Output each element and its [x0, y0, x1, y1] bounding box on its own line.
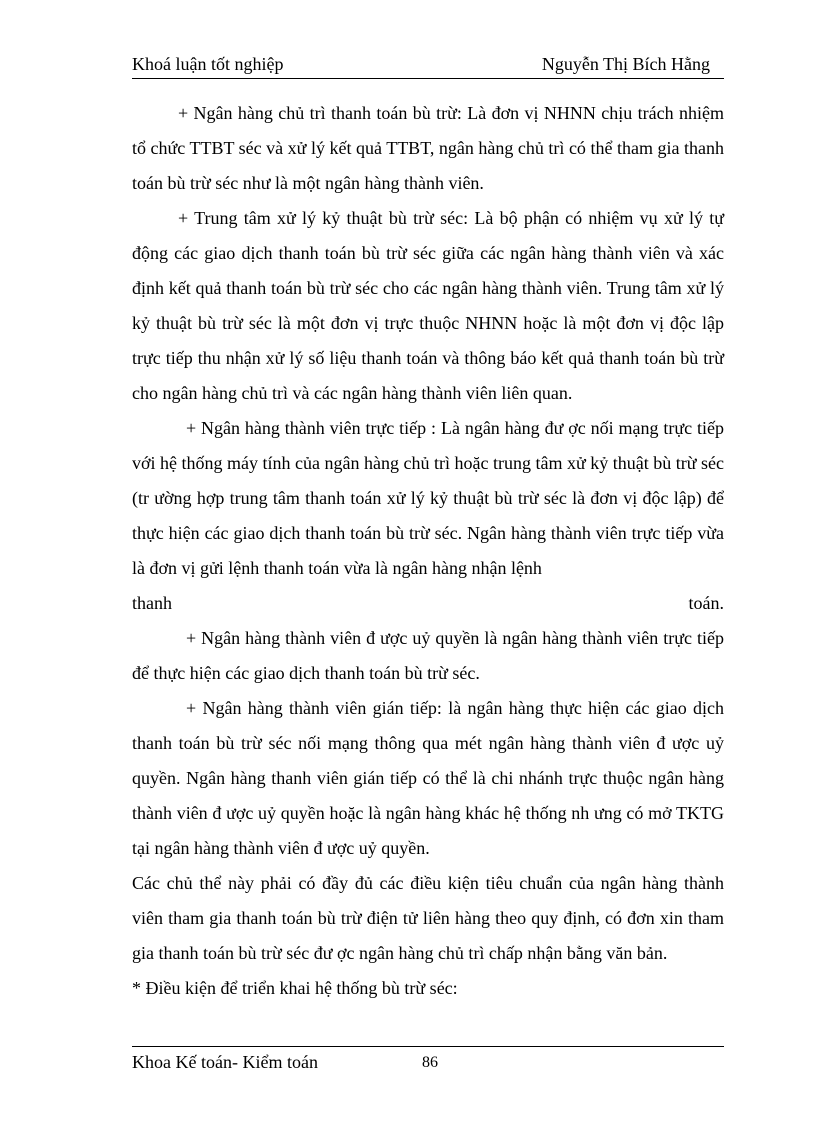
paragraph-indirect-member: + Ngân hàng thành viên gián tiếp: là ngân hàng thực hiện các giao dịch thanh toán bù trừ séc nối mạng thông qua mét ngân hàng thành viên đ ược uỷ quyền. Ngân hàng thanh viên gián tiếp có thể là chi nhánh trực thuộc ngân hàng thành viên đ ược uỷ quyền hoặc là ngân hàng khác hệ thống nh ưng có mở TKTG tại ngân hàng thành viên đ ược uỷ quyền. [132, 698, 724, 858]
page-body [132, 96, 724, 1006]
paragraph-clearing-host-bank: + Ngân hàng chủ trì thanh toán bù trừ: Là đơn vị NHNN chịu trách nhiệm tổ chức TTBT séc và xử lý kết quả TTBT, ngân hàng chủ trì có thể tham gia thanh toán bù trừ séc như là một ngân hàng thành viên. [132, 103, 724, 193]
page-footer [132, 1046, 724, 1077]
page-number: 86 [422, 1054, 438, 1071]
page-header [132, 52, 724, 79]
split-line-right: toán. [688, 593, 724, 613]
paragraph-technical-center: + Trung tâm xử lý kỷ thuật bù trừ séc: Là bộ phận có nhiệm vụ xử lý tự động các giao dịch thanh toán bù trừ séc giữa các ngân hàng thành viên và xác định kết quả thanh toán bù trừ séc cho các ngân hàng thành viên. Trung tâm xử lý kỷ thuật bù trừ séc là một đơn vị trực thuộc NHNN hoặc là một đơn vị độc lập trực tiếp thu nhận xử lý số liệu thanh toán và thông báo kết quả thanh toán bù trừ cho ngân hàng chủ trì và các ngân hàng thành viên liên quan. [132, 208, 724, 403]
paragraph-participants-conditions: Các chủ thể này phải có đầy đủ các điều kiện tiêu chuẩn của ngân hàng thành viên tham gia thanh toán bù trừ điện tử liên hàng theo quy định, có đơn xin tham gia thanh toán bù trừ séc đư ợc ngân hàng chủ trì chấp nhận bằng văn bản. [132, 873, 724, 963]
header-author-name: Nguyễn Thị Bích Hằng [541, 54, 710, 74]
footer-faculty: Khoa Kế toán- Kiểm toán [132, 1052, 318, 1072]
split-line-left: thanh [132, 593, 172, 613]
paragraph-authorized-member: + Ngân hàng thành viên đ ược uỷ quyền là ngân hàng thành viên trực tiếp để thực hiện các giao dịch thanh toán bù trừ séc. [132, 628, 724, 683]
header-thesis-title: Khoá luận tốt nghiệp [132, 54, 284, 74]
paragraph-deployment-conditions-heading: * Điều kiện để triển khai hệ thống bù trừ séc: [132, 978, 458, 998]
paragraph-direct-member: + Ngân hàng thành viên trực tiếp : Là ngân hàng đư ợc nối mạng trực tiếp với hệ thống máy tính của ngân hàng chủ trì hoặc trung tâm xử kỷ thuật bù trừ séc (tr ường hợp trung tâm thanh toán xử lý kỷ thuật bù trừ séc là đơn vị độc lập) để thực hiện các giao dịch thanh toán bù trừ séc. Ngân hàng thành viên trực tiếp vừa là đơn vị gửi lệnh thanh toán vừa là ngân hàng nhận lệnh [132, 418, 724, 578]
split-line [132, 586, 724, 621]
